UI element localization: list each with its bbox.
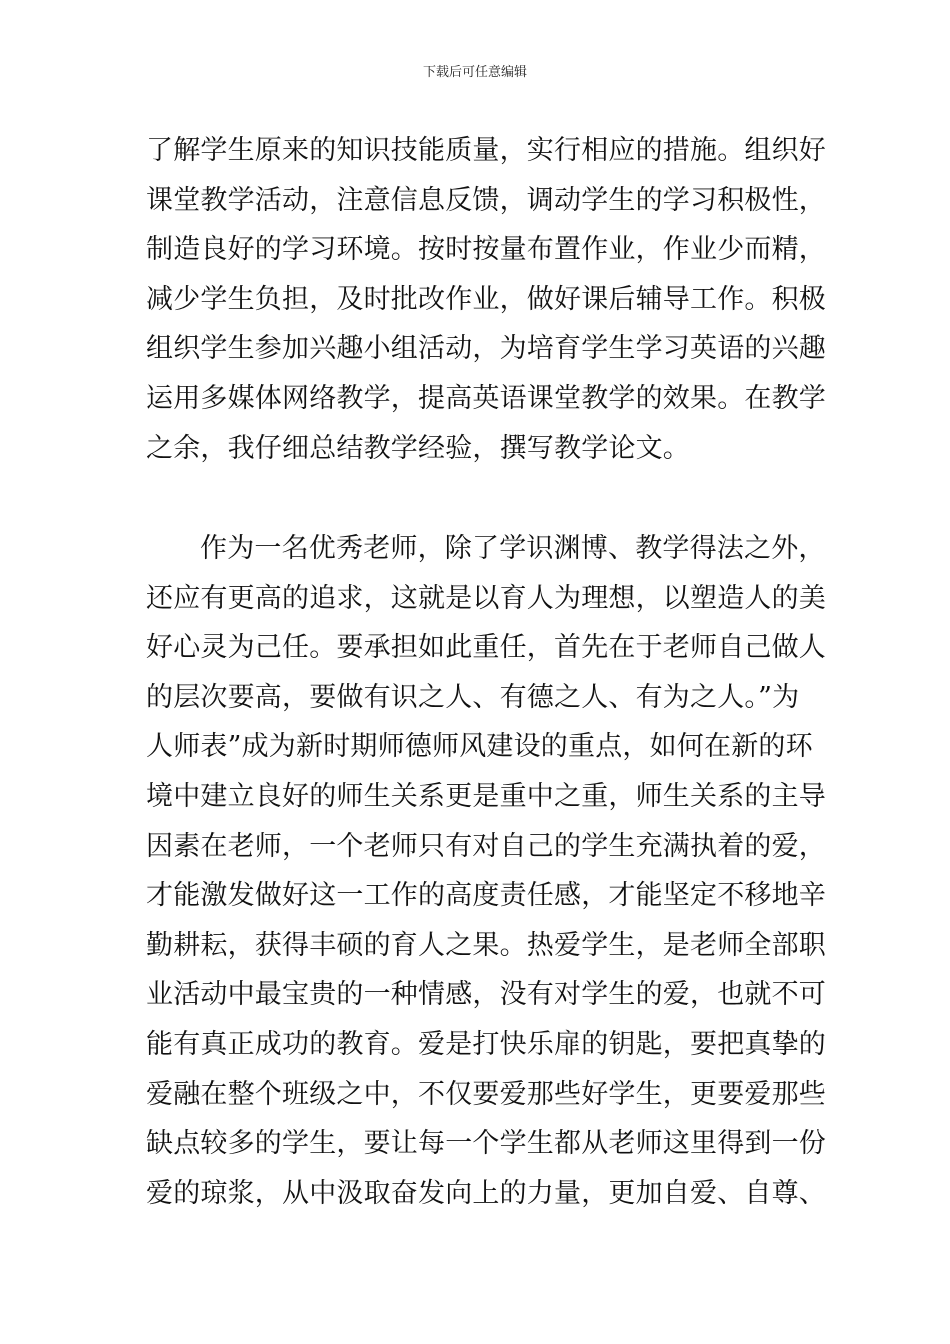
text-line: 缺点较多的学生，要让每一个学生都从老师这里得到一份 — [146, 1128, 826, 1160]
text-line-indented: 作为一名优秀老师，除了学识渊博、教学得法之外， — [200, 533, 826, 564]
text-line: 能有真正成功的教育。爱是打快乐扉的钥匙，要把真挚的 — [146, 1028, 826, 1060]
text-line: 制造良好的学习环境。按时按量布置作业，作业少而精， — [146, 234, 826, 266]
text-line: 爱的琼浆，从中汲取奋发向上的力量，更加自爱、自尊、 — [146, 1177, 826, 1209]
text-line: 爱融在整个班级之中，不仅要爱那些好学生，更要爱那些 — [146, 1078, 826, 1110]
text-line: 运用多媒体网络教学，提高英语课堂教学的效果。在教学 — [146, 382, 826, 414]
text-line: 组织学生参加兴趣小组活动，为培育学生学习英语的兴趣 — [146, 333, 826, 365]
text-line: 勤耕耘，获得丰硕的育人之果。热爱学生，是老师全部职 — [146, 929, 826, 961]
text-line: 业活动中最宝贵的一种情感，没有对学生的爱，也就不可 — [146, 979, 826, 1011]
paragraph-1 — [146, 126, 826, 473]
text-line: 才能激发做好这一工作的高度责任感，才能坚定不移地辛 — [146, 880, 826, 912]
page-header: 下载后可任意编辑 — [422, 65, 527, 80]
text-line: 好心灵为己任。要承担如此重任，首先在于老师自己做人 — [146, 632, 826, 664]
text-line: 的层次要高，要做有识之人、有德之人、有为之人。”为 — [146, 681, 800, 713]
text-line: 人师表”成为新时期师德师风建设的重点，如何在新的环 — [146, 731, 813, 763]
text-line: 境中建立良好的师生关系更是重中之重，师生关系的主导 — [146, 780, 826, 812]
text-line: 之余，我仔细总结教学经验，撰写教学论文。 — [146, 432, 690, 464]
text-line: 减少学生负担，及时批改作业，做好课后辅导工作。积极 — [146, 283, 826, 315]
text-line: 还应有更高的追求，这就是以育人为理想，以塑造人的美 — [146, 582, 826, 614]
text-line: 因素在老师，一个老师只有对自己的学生充满执着的爱， — [146, 830, 826, 862]
text-line: 了解学生原来的知识技能质量，实行相应的措施。组织好 — [146, 135, 826, 166]
text-line: 课堂教学活动，注意信息反馈，调动学生的学习积极性， — [146, 184, 826, 216]
paragraph-2 — [146, 524, 826, 1218]
